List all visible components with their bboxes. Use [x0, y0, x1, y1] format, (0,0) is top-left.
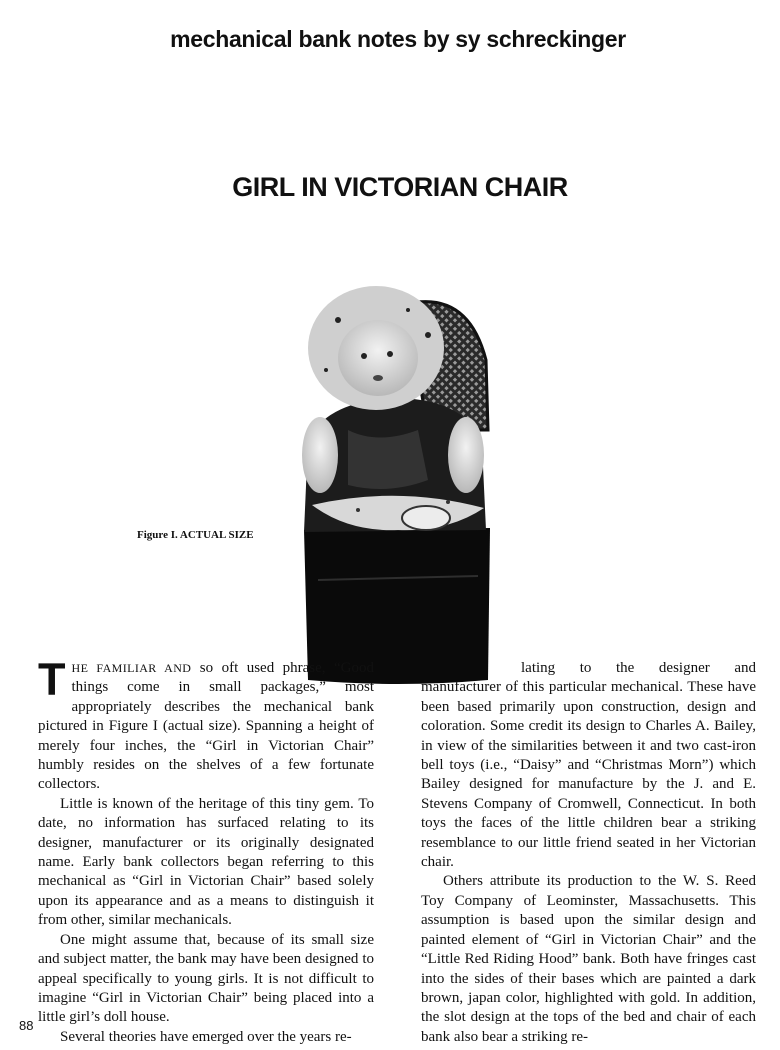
figure-caption: Figure I. ACTUAL SIZE	[137, 529, 254, 541]
left-column	[38, 654, 374, 1047]
paragraph: lating to the designer and manufacturer of this particular mechanical. These have been based primarily upon construction, design and coloration. Some credit its design to Charles A. Bailey, in view of the similarities between it and two cast-iron bell toys (i.e., “Daisy” and “Christmas Morn”) which Bailey designed for manufacture by the J. and E. Stevens Company of Cromwell, Connecticut. In both toys the faces of the little children bear a striking resemblance to our little friend seated in her Victorian chair.	[421, 660, 756, 871]
page-header: mechanical bank notes by sy schreckinger	[170, 26, 626, 52]
paragraph: One might assume that, because of its small size and subject matter, the bank may have been designed to appeal specifically to young girls. It is not difficult to imagine “Girl in Victorian Chair” being placed into a little girl’s doll house.	[38, 931, 374, 1026]
paragraph	[38, 654, 374, 795]
bank-photo	[298, 280, 494, 685]
article-title: GIRL IN VICTORIAN CHAIR	[232, 172, 568, 202]
opening-smallcaps: HE FAMILIAR AND	[71, 661, 192, 675]
paragraph: Little is known of the heritage of this tiny gem. To date, no information has surfaced relating to its designer, manufacturer or its originally designated name. Early bank collectors began referring to this mechanical as “Girl in Victorian Chair” based solely upon its appearance and as a means to distinguish it from other, similar mechanicals.	[38, 795, 374, 929]
drop-cap: T	[38, 654, 66, 705]
page-number: 88	[19, 1018, 34, 1033]
paragraph: Others attribute its production to the W. S. Reed Toy Company of Leominster, Massachusetts. This assumption is based upon the similar design and painted element of “Girl in Victorian Chair” and the “Little Red Riding Hood” bank. Both have fringes cast into the sides of their bases which are painted a dark brown, japan color, highlighted with gold. In addition, the slot design at the tops of the bed and chair of each bank also bear a striking re-	[421, 873, 756, 1045]
paragraph: Several theories have emerged over the years re-	[60, 1028, 352, 1045]
right-column	[421, 659, 756, 1047]
paragraph-text: so oft used phrase, “Good things come in small packages,” most appropriately describes the mechanical bank pictured in Figure I (actual size). Spanning a height of merely four inches, the “Girl in Victorian Chair” humbly resides on the shelves of a few fortunate collectors.	[38, 660, 374, 793]
